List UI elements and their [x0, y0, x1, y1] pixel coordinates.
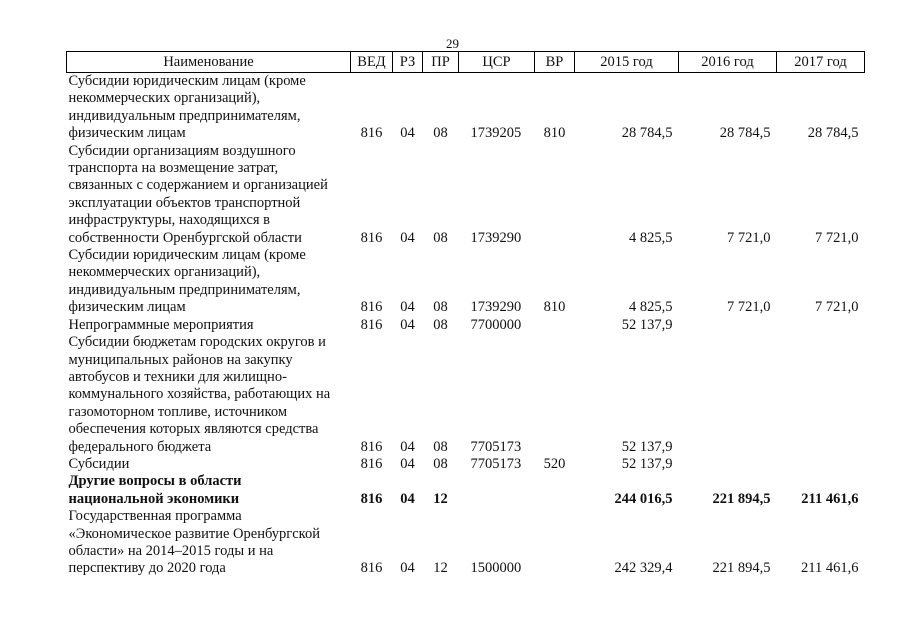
table-row	[67, 473, 865, 508]
table-row	[67, 508, 865, 578]
pr-cell: 08	[433, 316, 448, 333]
row-name-line: национальной экономики	[68, 490, 240, 507]
pr-cell: 08	[433, 299, 448, 316]
pr-cell: 12	[433, 490, 448, 507]
row-name-line: индивидуальным предпринимателям,	[68, 107, 301, 124]
page-number: 29	[446, 36, 459, 51]
row-name-line: инфраструктуры, находящихся в	[68, 212, 270, 229]
amount-2017-cell	[777, 334, 865, 456]
row-name	[67, 334, 351, 456]
row-name-line: коммунального хозяйства, работающих на	[68, 386, 331, 403]
rz-cell: 04	[400, 455, 415, 472]
amount-2016-cell	[679, 456, 777, 473]
amount-2017-cell: 7 721,0	[815, 299, 859, 316]
row-name-line: обеспечения которых являются средства	[68, 421, 319, 438]
row-name-line: физическим лицам	[68, 299, 186, 316]
ved-cell: 816	[360, 299, 383, 316]
row-name-line: некоммерческих организаций),	[68, 90, 261, 107]
amount-2017-cell: 211 461,6	[801, 490, 859, 507]
header-name: Наименование	[67, 52, 351, 73]
row-name-line: «Экономическое развитие Оренбургской	[68, 525, 320, 542]
row-name-line: эксплуатации объектов транспортной	[68, 194, 301, 211]
amount-2016-cell: 221 894,5	[712, 490, 771, 507]
csr-cell	[459, 473, 535, 508]
amount-2016-cell: 28 784,5	[719, 125, 771, 142]
rz-cell: 04	[400, 125, 415, 142]
row-name-line: перспективу до 2020 года	[68, 560, 226, 577]
amount-2017-cell: 211 461,6	[801, 560, 859, 577]
vr-cell	[535, 508, 575, 578]
csr-cell: 1739205	[470, 125, 522, 142]
table-row	[67, 143, 865, 247]
row-name-line: физическим лицам	[68, 125, 186, 142]
amount-2016-cell	[679, 317, 777, 334]
row-name-line: автобусов и техники для жилищно-	[68, 368, 287, 385]
amount-2016-cell	[679, 334, 777, 456]
header-csr: ЦСР	[459, 52, 535, 73]
pr-cell: 08	[433, 438, 448, 455]
header-2017: 2017 год	[777, 52, 865, 73]
amount-2015-cell: 4 825,5	[629, 229, 673, 246]
header-rz: РЗ	[393, 52, 423, 73]
table-row	[67, 317, 865, 334]
amount-2016-cell: 221 894,5	[712, 560, 771, 577]
rz-cell: 04	[400, 560, 415, 577]
ved-cell: 816	[360, 455, 383, 472]
header-ved: ВЕД	[351, 52, 393, 73]
header-pr: ПР	[423, 52, 459, 73]
pr-cell: 08	[433, 125, 448, 142]
amount-2015-cell: 244 016,5	[614, 490, 673, 507]
amount-2016-cell: 7 721,0	[727, 299, 771, 316]
ved-cell: 816	[360, 125, 383, 142]
header-vr: ВР	[535, 52, 575, 73]
row-name	[67, 473, 351, 508]
vr-cell: 520	[543, 455, 566, 472]
ved-cell: 816	[360, 560, 383, 577]
table-row	[67, 73, 865, 143]
amount-2017-cell	[777, 456, 865, 473]
vr-cell	[535, 473, 575, 508]
csr-cell: 1739290	[470, 229, 522, 246]
amount-2015-cell: 242 329,4	[614, 560, 673, 577]
pr-cell: 08	[433, 455, 448, 472]
budget-table	[66, 51, 865, 578]
row-name	[67, 73, 351, 143]
row-name-line: Субсидии организациям воздушного	[68, 142, 296, 159]
row-name-line: федерального бюджета	[68, 438, 212, 455]
row-name-line: связанных с содержанием и организацией	[68, 177, 328, 194]
header-2016: 2016 год	[679, 52, 777, 73]
csr-cell: 7705173	[470, 438, 522, 455]
csr-cell: 7705173	[470, 455, 522, 472]
ved-cell: 816	[360, 490, 383, 507]
row-name-line: Субсидии юридическим лицам (кроме	[68, 247, 306, 264]
ved-cell: 816	[360, 316, 383, 333]
row-name	[67, 247, 351, 317]
row-name-line: Субсидии юридическим лицам (кроме	[68, 73, 306, 89]
amount-2015-cell: 28 784,5	[621, 125, 673, 142]
amount-2017-cell: 7 721,0	[815, 229, 859, 246]
row-name-line: муниципальных районов на закупку	[68, 351, 293, 368]
row-name-line: газомоторном топливе, источником	[68, 403, 287, 420]
pr-cell: 12	[433, 560, 448, 577]
table-body	[67, 73, 865, 578]
row-name-line: индивидуальным предпринимателям,	[68, 281, 301, 298]
header-2015: 2015 год	[575, 52, 679, 73]
vr-cell: 810	[543, 299, 566, 316]
table-header-row	[67, 52, 865, 73]
amount-2015-cell: 4 825,5	[629, 299, 673, 316]
rz-cell: 04	[400, 438, 415, 455]
row-name-line: Государственная программа	[68, 508, 242, 525]
rz-cell: 04	[400, 316, 415, 333]
vr-cell	[535, 334, 575, 456]
vr-cell	[535, 143, 575, 247]
rz-cell: 04	[400, 490, 415, 507]
rz-cell: 04	[400, 229, 415, 246]
pr-cell: 08	[433, 229, 448, 246]
row-name	[67, 456, 351, 473]
row-name	[67, 508, 351, 578]
row-name-line: транспорта на возмещение затрат,	[68, 160, 279, 177]
vr-cell: 810	[543, 125, 566, 142]
ved-cell: 816	[360, 438, 383, 455]
table-row	[67, 247, 865, 317]
row-name	[67, 143, 351, 247]
ved-cell: 816	[360, 229, 383, 246]
amount-2015-cell: 52 137,9	[621, 316, 673, 333]
csr-cell: 1500000	[470, 560, 522, 577]
row-name-line: Непрограммные мероприятия	[68, 316, 254, 333]
amount-2017-cell	[777, 317, 865, 334]
csr-cell: 7700000	[470, 316, 522, 333]
row-name-line: Другие вопросы в области	[68, 473, 242, 490]
amount-2015-cell: 52 137,9	[621, 455, 673, 472]
csr-cell: 1739290	[470, 299, 522, 316]
row-name-line: Субсидии	[68, 455, 130, 472]
table-row	[67, 334, 865, 456]
table-row	[67, 456, 865, 473]
amount-2017-cell: 28 784,5	[807, 125, 859, 142]
row-name-line: Субсидии бюджетам городских округов и	[68, 334, 326, 351]
row-name-line: собственности Оренбургской области	[68, 229, 302, 246]
row-name-line: некоммерческих организаций),	[68, 264, 261, 281]
amount-2015-cell: 52 137,9	[621, 438, 673, 455]
rz-cell: 04	[400, 299, 415, 316]
amount-2016-cell: 7 721,0	[727, 229, 771, 246]
vr-cell	[535, 317, 575, 334]
row-name-line: области» на 2014–2015 годы и на	[68, 542, 274, 559]
row-name	[67, 317, 351, 334]
